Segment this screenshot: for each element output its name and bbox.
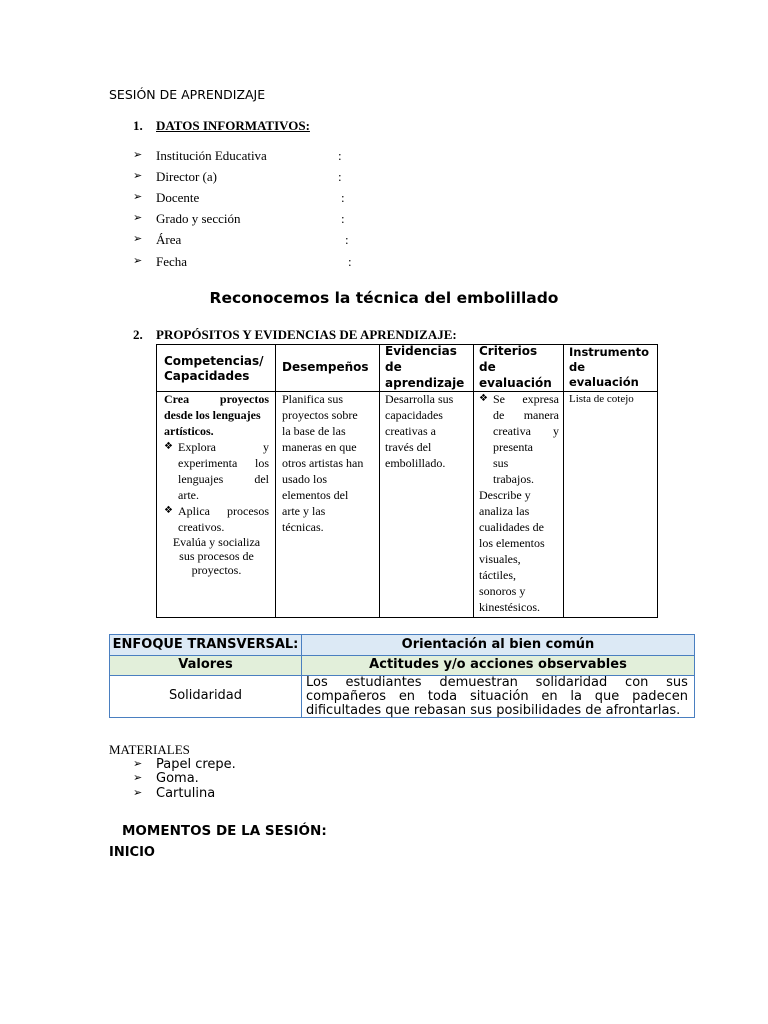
material-label: Goma. bbox=[156, 771, 199, 786]
text-line: capacidades bbox=[385, 408, 443, 422]
capacidad-evalua bbox=[164, 535, 269, 577]
enfoque-table bbox=[109, 634, 695, 718]
enfoque-value: Orientación al bien común bbox=[401, 637, 595, 652]
header-line: evaluación bbox=[569, 375, 639, 389]
text-line: Describe y bbox=[479, 488, 531, 502]
word: expresa bbox=[522, 392, 559, 406]
text-line: proyectos. bbox=[191, 563, 242, 577]
text-line bbox=[164, 391, 269, 407]
arrow-bullet-icon: ➢ bbox=[133, 169, 143, 182]
section-1-title: DATOS INFORMATIVOS: bbox=[156, 118, 310, 133]
text-line: cualidades de bbox=[479, 520, 544, 534]
word: situación bbox=[469, 689, 529, 704]
arrow-bullet-icon: ➢ bbox=[133, 757, 143, 770]
word: estudiantes bbox=[345, 675, 422, 690]
word: Crea bbox=[164, 392, 190, 406]
cell-instrumento: Lista de cotejo bbox=[569, 393, 634, 405]
info-colon: : bbox=[345, 232, 349, 247]
text-line: técnicas. bbox=[282, 520, 324, 534]
info-colon: : bbox=[338, 169, 342, 184]
text-line: dificultades que rebasan sus posibilidades de afrontarlas. bbox=[306, 703, 681, 718]
text-line: sus bbox=[493, 456, 509, 470]
text-line: Evalúa y socializa bbox=[172, 535, 261, 549]
word: Aplica bbox=[178, 504, 210, 518]
text-line: arte. bbox=[178, 488, 199, 502]
header-instrumento bbox=[569, 345, 657, 390]
header-evidencias bbox=[385, 343, 471, 391]
arrow-bullet-icon: ➢ bbox=[133, 211, 143, 224]
text-line: sonoros y bbox=[479, 584, 526, 598]
material-label: Papel crepe. bbox=[156, 757, 236, 772]
info-item-grado bbox=[133, 211, 393, 229]
text-line bbox=[178, 471, 269, 487]
text-line: otros artistas han bbox=[282, 456, 364, 470]
text-line bbox=[493, 407, 559, 423]
enfoque-label: ENFOQUE TRANSVERSAL: bbox=[112, 637, 299, 652]
header-line: Capacidades bbox=[164, 369, 250, 383]
text-line bbox=[178, 455, 269, 471]
info-colon: : bbox=[341, 190, 345, 205]
document-title: SESIÓN DE APRENDIZAJE bbox=[109, 87, 266, 102]
cell-competencias bbox=[164, 391, 269, 577]
materiales-title: MATERIALES bbox=[109, 742, 190, 757]
arrow-bullet-icon: ➢ bbox=[133, 148, 143, 161]
section-2-number: 2. bbox=[133, 327, 143, 342]
capacidad-aplica bbox=[164, 503, 269, 535]
section-2-heading bbox=[133, 327, 533, 343]
cell-evidencias bbox=[385, 391, 471, 471]
diamond-bullet-icon: ❖ bbox=[164, 505, 173, 516]
table-divider bbox=[379, 345, 380, 617]
header-line: Evidencias bbox=[385, 344, 457, 358]
text-line: embolillado. bbox=[385, 456, 446, 470]
header-line: evaluación bbox=[479, 376, 552, 390]
text-line: arte y las bbox=[282, 504, 326, 518]
diamond-bullet-icon: ❖ bbox=[479, 393, 488, 404]
text-line: los elementos bbox=[479, 536, 545, 550]
info-item-fecha bbox=[133, 254, 393, 272]
text-line: creativas a bbox=[385, 424, 436, 438]
inicio-heading: INICIO bbox=[109, 845, 155, 860]
section-1-number: 1. bbox=[133, 118, 143, 133]
cell-desempenos bbox=[282, 391, 378, 535]
table-divider bbox=[110, 655, 694, 656]
text-line bbox=[306, 676, 688, 690]
info-label: Director (a) bbox=[156, 169, 217, 184]
text-line: proyectos sobre bbox=[282, 408, 358, 422]
info-item-area bbox=[133, 232, 393, 250]
text-line: desde los lenguajes bbox=[164, 408, 261, 422]
text-line: artísticos. bbox=[164, 424, 214, 438]
actitudes-text bbox=[306, 676, 688, 718]
capacidad-explora bbox=[164, 439, 269, 503]
text-line bbox=[493, 423, 559, 439]
info-colon: : bbox=[338, 148, 342, 163]
text-line: sus procesos de bbox=[179, 549, 254, 563]
word: Explora bbox=[178, 440, 216, 454]
word: experimenta bbox=[178, 456, 238, 470]
header-line: Instrumento bbox=[569, 345, 650, 359]
word: la bbox=[570, 689, 582, 704]
arrow-bullet-icon: ➢ bbox=[133, 190, 143, 203]
info-item-director bbox=[133, 169, 393, 187]
info-label: Institución Educativa bbox=[156, 148, 267, 163]
header-line: de bbox=[569, 360, 586, 374]
info-label: Grado y sección bbox=[156, 211, 241, 226]
text-line: usado los bbox=[282, 472, 327, 486]
word: padecen bbox=[632, 689, 688, 704]
arrow-bullet-icon: ➢ bbox=[133, 254, 143, 267]
word: lenguajes bbox=[178, 472, 224, 486]
cell-criterios bbox=[479, 391, 559, 615]
text-line: táctiles, bbox=[479, 568, 516, 582]
header-competencias bbox=[164, 354, 272, 384]
header-line: de bbox=[385, 360, 402, 374]
text-line: elementos del bbox=[282, 488, 349, 502]
word: manera bbox=[523, 408, 559, 422]
session-title: Reconocemos la técnica del embolillado bbox=[209, 289, 559, 307]
text-line: la base de las bbox=[282, 424, 346, 438]
word: creativa bbox=[493, 424, 531, 438]
info-label: Docente bbox=[156, 190, 200, 205]
valor-solidaridad: Solidaridad bbox=[168, 688, 243, 703]
header-line: Competencias/ bbox=[164, 354, 264, 368]
table-divider bbox=[275, 345, 276, 617]
text-line: Desarrolla sus bbox=[385, 392, 454, 406]
text-line: Planifica sus bbox=[282, 392, 343, 406]
word: Se bbox=[493, 392, 505, 406]
word: del bbox=[254, 472, 269, 486]
word: de bbox=[493, 408, 505, 422]
text-line bbox=[178, 439, 269, 455]
info-item-institucion bbox=[133, 148, 393, 166]
header-line: aprendizaje bbox=[385, 376, 465, 390]
header-criterios bbox=[479, 343, 561, 391]
text-line: maneras en que bbox=[282, 440, 357, 454]
text-line: presenta bbox=[493, 440, 533, 454]
info-colon: : bbox=[348, 254, 352, 269]
valores-header: Valores bbox=[178, 657, 233, 672]
text-line bbox=[493, 391, 559, 407]
text-line: trabajos. bbox=[493, 472, 534, 486]
word: y bbox=[263, 440, 269, 454]
word: proyectos bbox=[219, 392, 269, 406]
text-line: kinestésicos. bbox=[479, 600, 540, 614]
criterio-expresa bbox=[479, 391, 559, 487]
text-line: través del bbox=[385, 440, 432, 454]
text-line bbox=[178, 503, 269, 519]
info-label: Área bbox=[156, 232, 182, 247]
text-line bbox=[306, 690, 688, 704]
text-line: visuales, bbox=[479, 552, 521, 566]
section-1-heading bbox=[133, 118, 433, 134]
word: solidaridad bbox=[535, 675, 608, 690]
word: con bbox=[625, 675, 649, 690]
info-label: Fecha bbox=[156, 254, 188, 269]
word: en bbox=[398, 689, 416, 704]
header-desempenos: Desempeños bbox=[282, 360, 369, 374]
arrow-bullet-icon: ➢ bbox=[133, 232, 143, 245]
header-line: de bbox=[479, 360, 496, 374]
word: Los bbox=[306, 675, 328, 690]
arrow-bullet-icon: ➢ bbox=[133, 786, 143, 799]
word: toda bbox=[427, 689, 458, 704]
material-label: Cartulina bbox=[156, 786, 216, 801]
word: compañeros bbox=[306, 689, 387, 704]
word: y bbox=[553, 424, 559, 438]
word: los bbox=[254, 456, 269, 470]
info-colon: : bbox=[341, 211, 345, 226]
word: demuestran bbox=[439, 675, 518, 690]
arrow-bullet-icon: ➢ bbox=[133, 771, 143, 784]
purposes-table bbox=[156, 344, 658, 618]
actitudes-header: Actitudes y/o acciones observables bbox=[369, 657, 627, 672]
text-line: creativos. bbox=[178, 520, 225, 534]
info-item-docente bbox=[133, 190, 393, 208]
text-line: analiza las bbox=[479, 504, 530, 518]
word: que bbox=[594, 689, 620, 704]
section-2-title: PROPÓSITOS Y EVIDENCIAS DE APRENDIZAJE: bbox=[156, 327, 457, 342]
table-divider bbox=[473, 345, 474, 617]
table-divider bbox=[563, 345, 564, 617]
word: en bbox=[541, 689, 558, 704]
momentos-title: MOMENTOS DE LA SESIÓN: bbox=[122, 823, 327, 839]
header-line: Criterios bbox=[479, 344, 538, 358]
diamond-bullet-icon: ❖ bbox=[164, 441, 173, 452]
word: procesos bbox=[227, 504, 269, 518]
word: sus bbox=[666, 675, 688, 690]
